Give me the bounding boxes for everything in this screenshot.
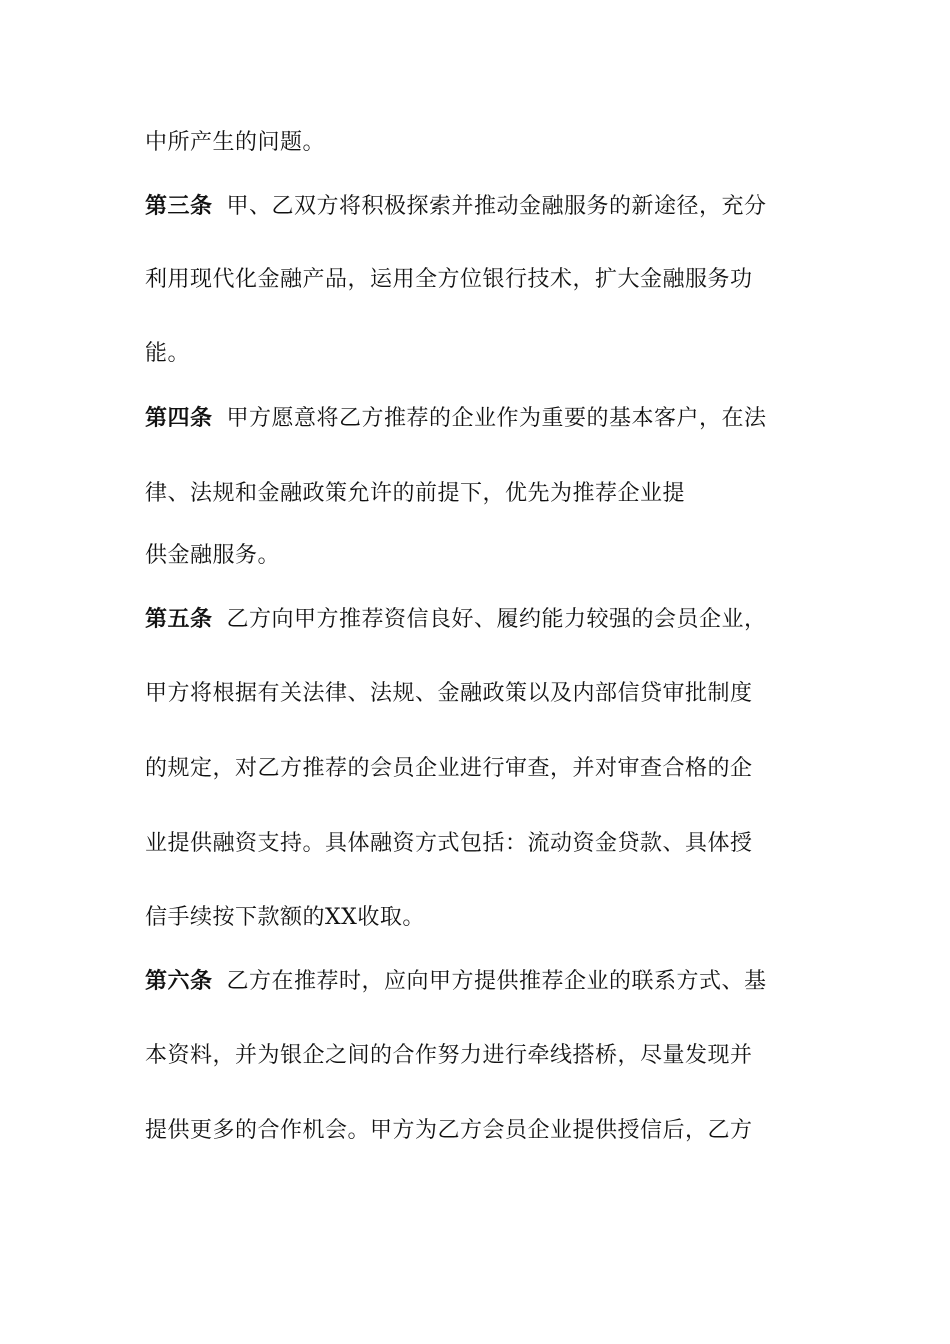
article-3-first-line bbox=[145, 193, 767, 221]
text-line: 利用现代化金融产品，运用全方位银行技术，扩大金融服务功 bbox=[145, 267, 753, 292]
article-4-label: 第四条 bbox=[145, 406, 213, 431]
text-line: 律、法规和金融政策允许的前提下，优先为推荐企业提 bbox=[145, 481, 686, 506]
article-4-text: 甲方愿意将乙方推荐的企业作为重要的基本客户，在法 bbox=[226, 406, 767, 431]
article-5-text: 乙方向甲方推荐资信良好、履约能力较强的会员企业， bbox=[226, 607, 767, 632]
article-3-label: 第三条 bbox=[145, 194, 213, 219]
article-4-first-line bbox=[145, 405, 767, 433]
text-line: 中所产生的问题。 bbox=[145, 130, 326, 155]
article-3-text: 甲、乙双方将积极探索并推动金融服务的新途径，充分 bbox=[226, 194, 767, 219]
text-line: 供金融服务。 bbox=[145, 543, 281, 568]
text-line: 能。 bbox=[145, 341, 191, 366]
article-6-text: 乙方在推荐时，应向甲方提供推荐企业的联系方式、基 bbox=[226, 969, 767, 994]
text-line: 信手续按下款额的XX收取。 bbox=[145, 905, 425, 930]
article-5-label: 第五条 bbox=[145, 607, 213, 632]
text-line: 提供更多的合作机会。甲方为乙方会员企业提供授信后，乙方 bbox=[145, 1118, 753, 1143]
text-line: 的规定，对乙方推荐的会员企业进行审查，并对审查合格的企 bbox=[145, 756, 753, 781]
text-line: 本资料，并为银企之间的合作努力进行牵线搭桥，尽量发现并 bbox=[145, 1043, 753, 1068]
article-6-first-line bbox=[145, 968, 767, 996]
article-6-label: 第六条 bbox=[145, 969, 213, 994]
text-line: 业提供融资支持。具体融资方式包括：流动资金贷款、具体授 bbox=[145, 831, 753, 856]
text-line: 甲方将根据有关法律、法规、金融政策以及内部信贷审批制度 bbox=[145, 681, 753, 706]
article-5-first-line bbox=[145, 606, 767, 634]
